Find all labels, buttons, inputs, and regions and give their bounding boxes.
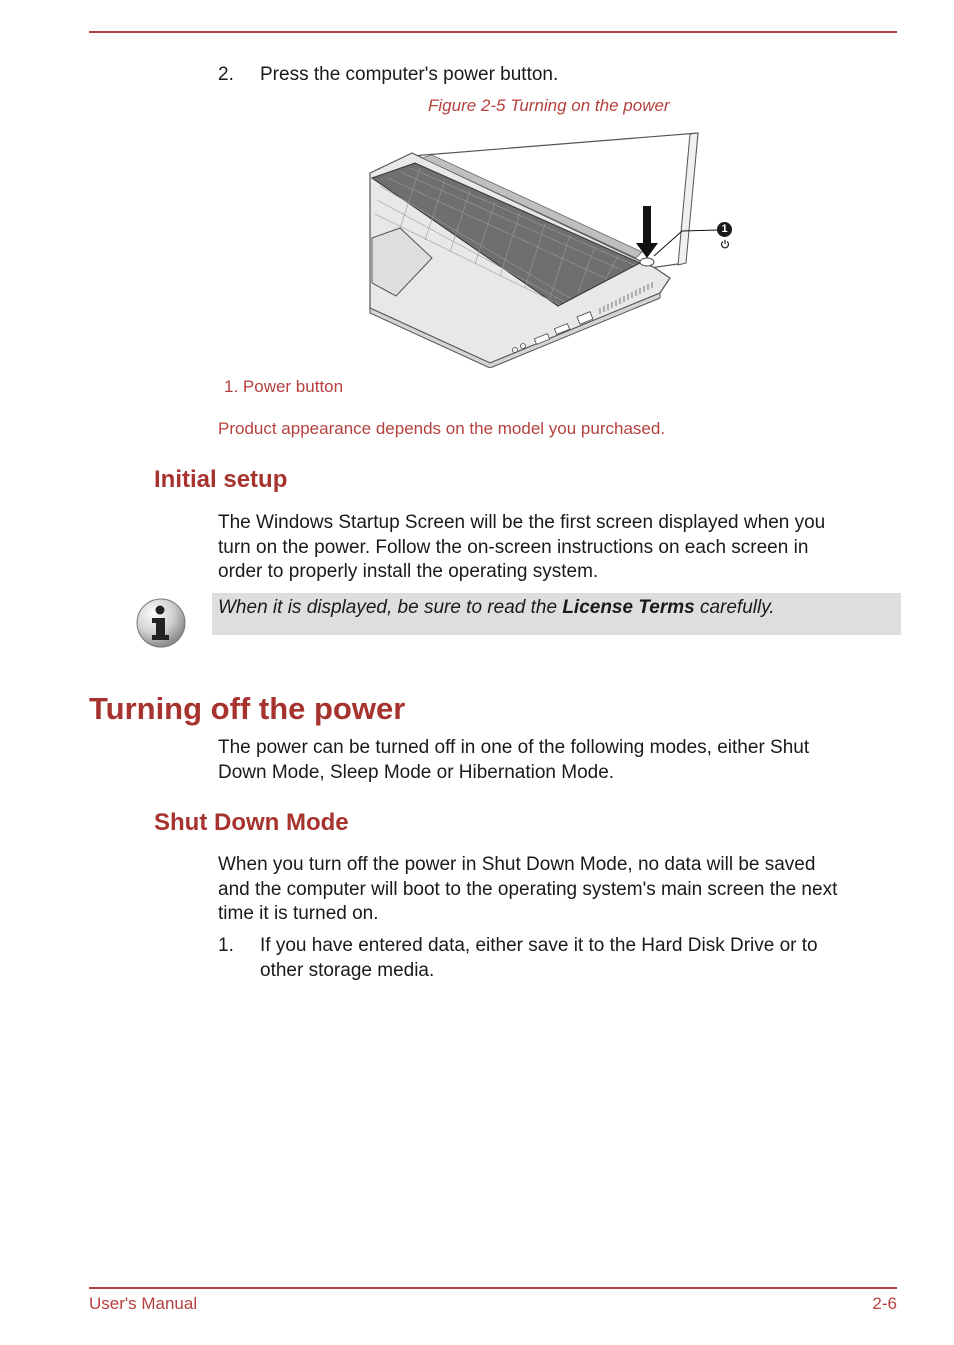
paragraph-line: The power can be turned off in one of the following modes, either Shut xyxy=(218,737,810,758)
paragraph-line: turn on the power. Follow the on-screen instructions on each screen in xyxy=(218,536,809,558)
step-number: 2. xyxy=(218,64,234,85)
turning-off-paragraph xyxy=(218,736,809,785)
info-icon xyxy=(135,597,187,649)
laptop-illustration xyxy=(360,128,750,368)
callout-number: 1 xyxy=(721,223,728,235)
step-text xyxy=(260,934,818,983)
note-text xyxy=(218,597,775,619)
note-post: carefully. xyxy=(694,597,775,618)
heading-turning-off: Turning off the power xyxy=(89,691,406,726)
step-number: 1. xyxy=(218,935,234,956)
callout-badge xyxy=(717,222,732,237)
step-text: Press the computer's power button. xyxy=(260,64,559,85)
power-icon xyxy=(720,239,730,249)
note-bold: License Terms xyxy=(562,597,695,618)
figure-caption: Figure 2-5 Turning on the power xyxy=(428,96,670,115)
paragraph-line: When you turn off the power in Shut Down Mode, no data will be saved xyxy=(218,854,816,875)
figure-legend: 1. Power button xyxy=(224,377,344,396)
heading-initial-setup: Initial setup xyxy=(154,466,288,493)
footer-rule xyxy=(89,1287,897,1289)
note-box xyxy=(212,593,901,635)
shut-down-paragraph xyxy=(218,853,837,927)
footer-left: User's Manual xyxy=(89,1294,198,1313)
paragraph-line: time it is turned on. xyxy=(218,903,379,924)
step-line: If you have entered data, either save it to the Hard Disk Drive or to xyxy=(260,935,818,956)
paragraph-line: order to properly install the operating system. xyxy=(218,561,599,582)
note-pre: When it is displayed, be sure to read the xyxy=(218,597,563,618)
step-line: other storage media. xyxy=(260,959,435,981)
heading-shut-down-mode: Shut Down Mode xyxy=(154,809,349,836)
initial-setup-paragraph xyxy=(218,511,825,585)
paragraph-line: The Windows Startup Screen will be the first screen displayed when you xyxy=(218,512,826,533)
figure-note: Product appearance depends on the model you purchased. xyxy=(218,419,666,438)
paragraph-line: and the computer will boot to the operating system's main screen the next xyxy=(218,878,838,900)
header-rule xyxy=(89,31,897,33)
footer-page-number: 2-6 xyxy=(872,1294,897,1313)
paragraph-line: Down Mode, Sleep Mode or Hibernation Mode. xyxy=(218,761,615,783)
